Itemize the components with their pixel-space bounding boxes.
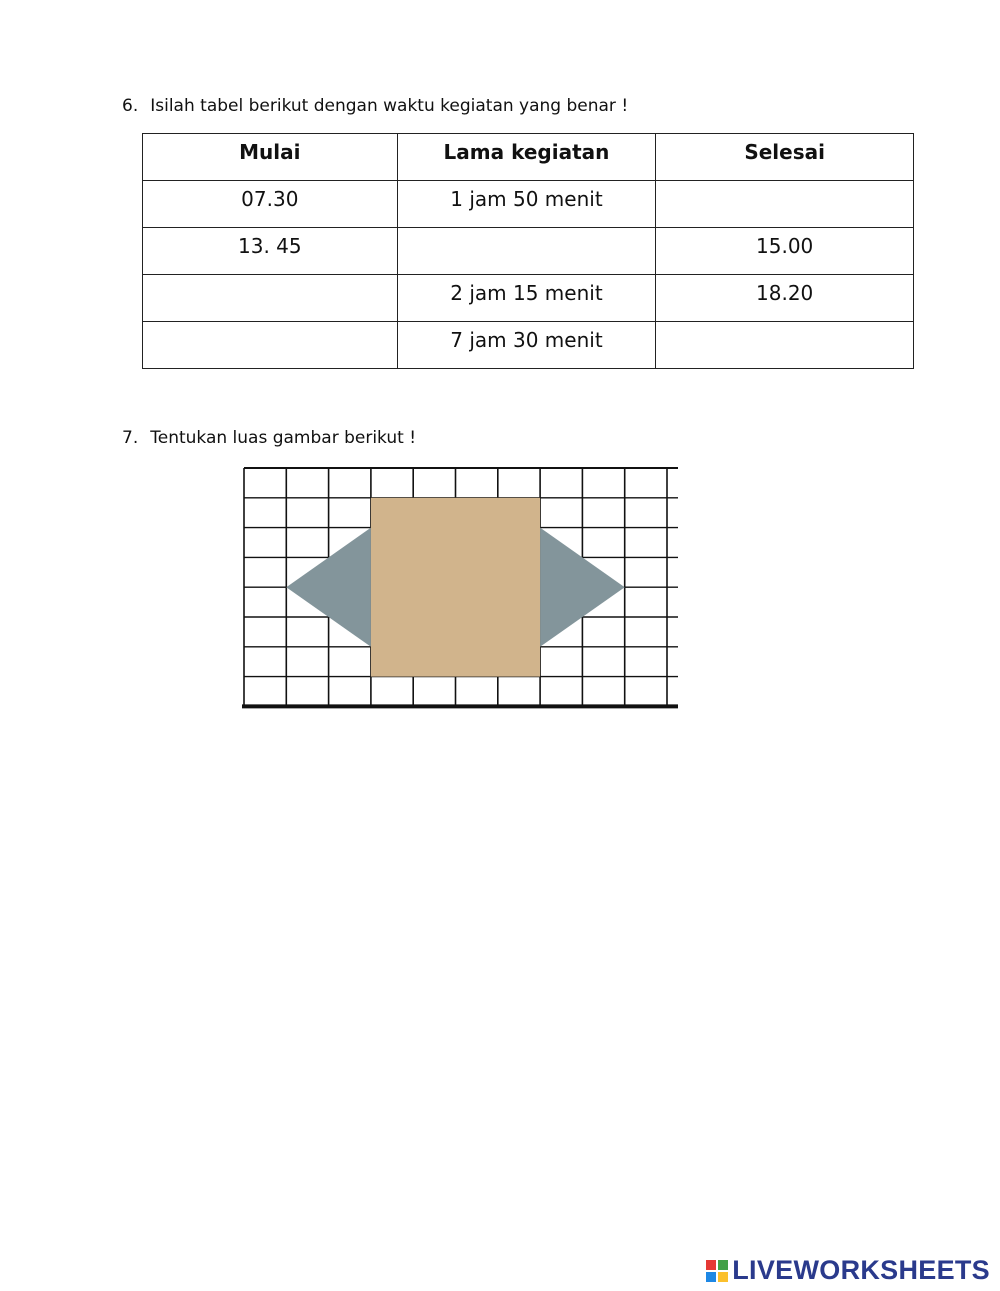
cell-lama: 1 jam 50 menit <box>397 181 656 228</box>
logo-blocks-icon <box>706 1260 728 1282</box>
cell-lama: 2 jam 15 menit <box>397 275 656 322</box>
question-6-number: 6. <box>122 96 139 116</box>
area-figure <box>242 466 680 714</box>
header-lama-kegiatan: Lama kegiatan <box>397 134 656 181</box>
header-mulai: Mulai <box>143 134 398 181</box>
table-row <box>143 275 914 322</box>
table-row <box>143 228 914 275</box>
center-rectangle <box>371 498 540 677</box>
logo-block-red <box>706 1260 716 1270</box>
cell-lama: 7 jam 30 menit <box>397 322 656 369</box>
time-table <box>142 133 914 369</box>
cell-mulai-answer[interactable] <box>143 275 398 322</box>
liveworksheets-logo <box>706 1255 990 1286</box>
cell-selesai: 18.20 <box>656 275 914 322</box>
header-selesai: Selesai <box>656 134 914 181</box>
cell-mulai: 07.30 <box>143 181 398 228</box>
logo-block-yellow <box>718 1272 728 1282</box>
cell-selesai-answer[interactable] <box>656 322 914 369</box>
logo-block-green <box>718 1260 728 1270</box>
table-header-row <box>143 134 914 181</box>
area-figure-svg <box>242 466 680 710</box>
cell-lama-answer[interactable] <box>397 228 656 275</box>
table-row <box>143 322 914 369</box>
question-7 <box>122 428 416 448</box>
cell-selesai: 15.00 <box>656 228 914 275</box>
question-7-text: Tentukan luas gambar berikut ! <box>150 428 417 448</box>
table-row <box>143 181 914 228</box>
cell-mulai-answer[interactable] <box>143 322 398 369</box>
logo-block-blue <box>706 1272 716 1282</box>
cell-mulai: 13. 45 <box>143 228 398 275</box>
question-6-text: Isilah tabel berikut dengan waktu kegiatan yang benar ! <box>150 96 629 116</box>
cell-selesai-answer[interactable] <box>656 181 914 228</box>
question-6 <box>122 96 628 116</box>
logo-text: LIVEWORKSHEETS <box>732 1255 990 1285</box>
question-7-number: 7. <box>122 428 139 448</box>
